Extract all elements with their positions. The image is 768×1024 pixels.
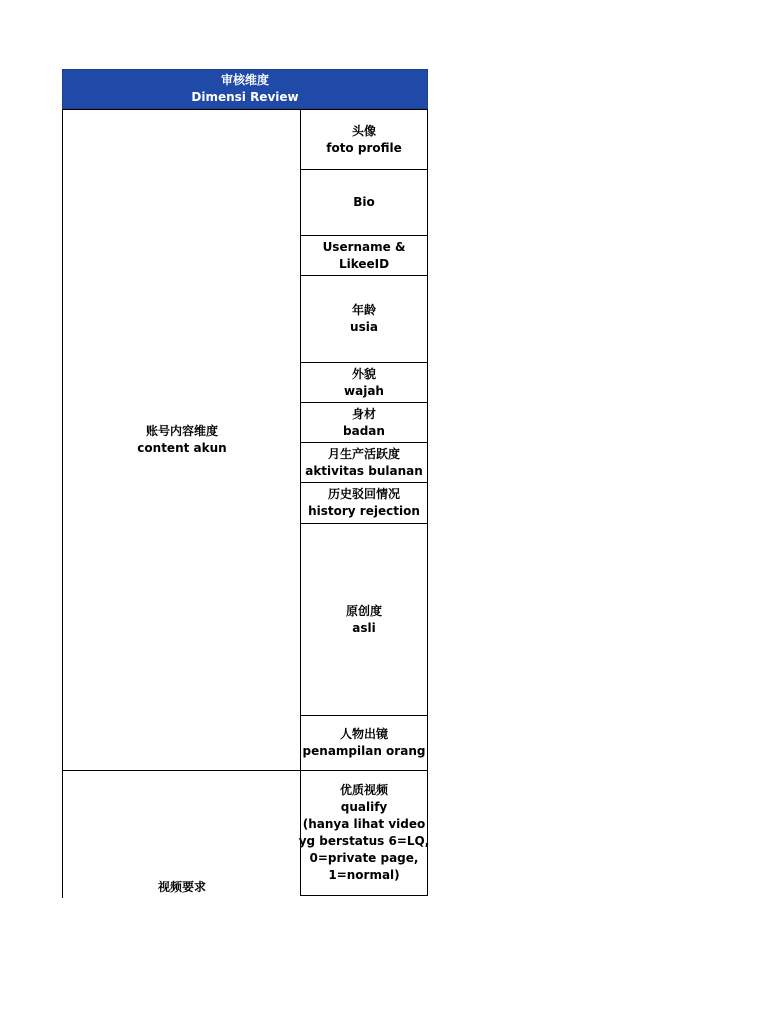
item-label-id: wajah — [344, 383, 384, 398]
item-label-id: history rejection — [308, 504, 420, 518]
item-label-cn: 身材 — [351, 406, 376, 421]
item-badan — [300, 402, 428, 443]
item-label-id: penampilan orang — [302, 744, 426, 758]
item-line-5: 0=private page, — [309, 851, 419, 865]
item-label-cn: 外貌 — [351, 366, 376, 381]
item-line-2: qualify — [340, 800, 388, 814]
item-label-cn: 历史驳回情况 — [327, 487, 400, 501]
item-aktivitas-bulanan — [300, 442, 428, 483]
category-account-label-cn: 账号内容维度 — [145, 424, 218, 438]
item-label-id: usia — [350, 320, 378, 334]
category-video-label: 视频要求 — [157, 880, 206, 894]
item-label-cn: 原创度 — [345, 603, 382, 618]
category-account-label-id: content akun — [137, 441, 227, 455]
item-label-1: Username & — [322, 239, 406, 254]
item-label-id: foto profile — [326, 140, 402, 155]
item-line-6: 1=normal) — [328, 868, 400, 882]
item-line-1: 优质视频 — [339, 783, 388, 797]
item-label-id: asli — [352, 620, 376, 635]
item-username — [300, 235, 428, 276]
header-title-id: Dimensi Review — [191, 90, 299, 104]
item-qualify — [300, 770, 428, 896]
item-label-cn: 头像 — [351, 123, 376, 138]
item-label-id: aktivitas bulanan — [305, 463, 423, 478]
item-wajah — [300, 362, 428, 403]
item-label-id: badan — [343, 423, 385, 438]
item-label-cn: 月生产活跃度 — [327, 446, 400, 461]
item-label-cn: 人物出镜 — [339, 727, 388, 741]
item-penampilan-orang — [300, 715, 428, 771]
item-history-rejection — [300, 482, 428, 524]
item-label-2: LikeeID — [338, 256, 390, 271]
item-bio — [300, 169, 428, 236]
item-usia — [300, 275, 428, 363]
table-header — [62, 69, 428, 109]
item-label: Bio — [353, 195, 375, 209]
item-asli — [300, 523, 428, 716]
item-line-3: (hanya lihat video — [302, 817, 426, 831]
header-title-cn: 审核维度 — [220, 73, 269, 87]
item-label-cn: 年龄 — [351, 303, 376, 317]
category-account-cell — [62, 109, 301, 771]
category-video-cell — [62, 770, 301, 898]
item-foto-profile — [300, 109, 428, 170]
item-line-4: yg berstatus 6=LQ, — [298, 834, 430, 848]
